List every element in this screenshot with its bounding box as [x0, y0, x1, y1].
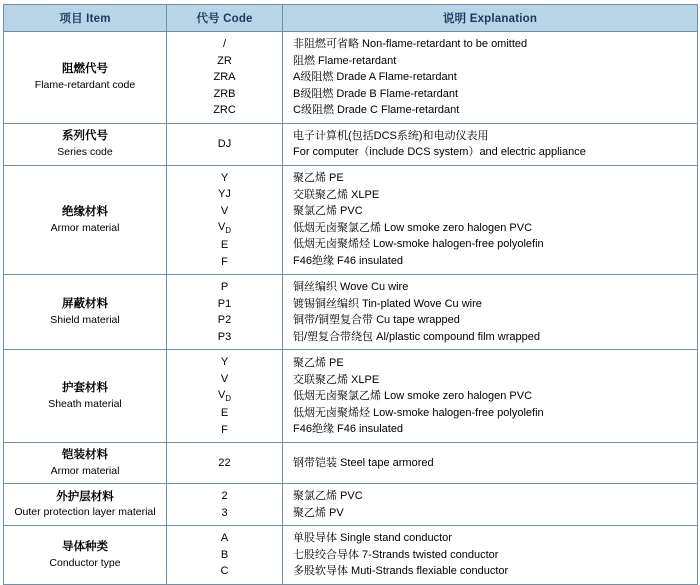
item-label-cn: 系列代号	[62, 130, 108, 143]
cell-code	[167, 32, 283, 124]
code-value: 2	[221, 490, 228, 503]
explanation-line: 钢带铠装 Steel tape armored	[293, 457, 434, 470]
code-value: 22	[218, 457, 231, 470]
cell-item	[4, 484, 167, 526]
code-value: V	[220, 372, 229, 385]
explanation-line: 聚乙烯 PE	[293, 357, 344, 370]
code-value: $V_D$	[217, 389, 232, 404]
table-row	[4, 350, 698, 443]
table-row	[4, 484, 698, 526]
item-label-cn: 外护层材料	[56, 490, 114, 503]
code-value: E	[220, 407, 229, 420]
cell-code	[167, 123, 283, 165]
item-label-cn: 导体种类	[62, 541, 108, 554]
explanation-line: 非阻燃可省略 Non-flame-retardant to be omitted	[293, 38, 528, 50]
code-value: YJ	[218, 188, 231, 200]
table-body	[4, 32, 698, 585]
column-header-explanation: 说明 Explanation	[283, 5, 698, 32]
item-label-cn: 铠装材料	[62, 449, 108, 462]
code-value: P3	[217, 330, 232, 343]
table-row	[4, 123, 698, 165]
explanation-line: 聚乙烯 PE	[293, 172, 344, 185]
cell-code	[167, 526, 283, 585]
header-row	[4, 5, 698, 32]
cell-item	[4, 443, 167, 484]
code-value: ZRB	[213, 87, 236, 100]
item-label-en: Shield material	[50, 313, 120, 326]
cell-explanation	[283, 165, 698, 275]
item-label-en: Conductor type	[49, 556, 121, 569]
cell-explanation	[283, 350, 698, 443]
code-subscript: D	[225, 226, 232, 236]
explanation-line: A级阻燃 Drade A Flame-retardant	[293, 71, 457, 83]
explanation-line: 聚氯乙烯 PVC	[293, 205, 363, 218]
item-label-en: Series code	[57, 145, 113, 158]
explanation-line: 铝/塑复合带绕包 Al/plastic compound film wrapped	[293, 330, 540, 343]
code-value: DJ	[217, 137, 232, 150]
cell-code	[167, 443, 283, 484]
explanation-line: F46绝缘 F46 insulated	[293, 423, 404, 436]
cell-item	[4, 32, 167, 124]
code-value: Y	[220, 171, 229, 184]
code-value: ZRA	[213, 71, 236, 83]
code-value: 3	[221, 506, 228, 519]
code-subscript: D	[225, 394, 232, 404]
table-row	[4, 165, 698, 275]
cable-code-spec-table	[3, 4, 698, 585]
code-value: A	[220, 532, 229, 545]
code-value: ZR	[217, 54, 232, 67]
explanation-line: 交联聚乙烯 XLPE	[293, 373, 380, 386]
cell-explanation	[283, 123, 698, 165]
explanation-line: F46绝缘 F46 insulated	[293, 254, 404, 267]
code-value: E	[220, 239, 229, 252]
code-value: B	[220, 548, 229, 561]
code-value: P1	[217, 297, 232, 310]
table-row	[4, 443, 698, 484]
cell-item	[4, 350, 167, 443]
item-label-cn: 绝缘材料	[62, 205, 108, 218]
table-row	[4, 32, 698, 124]
item-label-cn: 护套材料	[62, 382, 108, 395]
explanation-line: 聚氯乙烯 PVC	[293, 490, 363, 503]
item-label-cn: 屏蔽材料	[62, 298, 108, 311]
cell-item	[4, 526, 167, 585]
cell-item	[4, 275, 167, 350]
cell-explanation	[283, 443, 698, 484]
cell-explanation	[283, 484, 698, 526]
column-header-item: 项目 Item	[4, 5, 167, 32]
explanation-line: 电子计算机(包括DCS系统)和电动仪表用	[293, 129, 489, 142]
explanation-line: 聚乙烯 PV	[293, 506, 344, 519]
explanation-line: 低烟无卤聚烯烃 Low-smoke halogen-free polyolefin	[293, 238, 544, 251]
cell-item	[4, 123, 167, 165]
code-value: Y	[220, 356, 229, 369]
cell-item	[4, 165, 167, 275]
code-value: C	[220, 565, 229, 578]
explanation-line: 镀锡铜丝编织 Tin-plated Wove Cu wire	[293, 297, 482, 310]
code-value: V	[220, 204, 229, 217]
cell-explanation	[283, 275, 698, 350]
cell-code	[167, 275, 283, 350]
table-row	[4, 275, 698, 350]
code-value: P2	[217, 314, 232, 327]
cell-code	[167, 350, 283, 443]
item-label-en: Outer protection layer material	[14, 506, 156, 519]
code-value: P	[220, 281, 229, 294]
explanation-line: 铜带/铜塑复合带 Cu tape wrapped	[293, 314, 460, 327]
cell-code	[167, 484, 283, 526]
item-label-en: Armor material	[50, 221, 120, 234]
item-label-en: Flame-retardant code	[34, 78, 136, 91]
cell-explanation	[283, 526, 698, 585]
explanation-line: 七股绞合导体 7-Strands twisted conductor	[293, 548, 499, 561]
explanation-line: 多股软导体 Muti-Strands flexiable conductor	[293, 565, 509, 578]
code-value: F	[221, 423, 228, 436]
explanation-line: B级阻燃 Drade B Flame-retardant	[293, 87, 459, 100]
explanation-line: 低烟无卤聚氯乙烯 Low smoke zero halogen PVC	[293, 221, 533, 234]
item-label-en: Sheath material	[48, 398, 122, 410]
explanation-line: 交联聚乙烯 XLPE	[293, 188, 380, 201]
column-header-code: 代号 Code	[167, 5, 283, 32]
code-value: /	[222, 38, 227, 50]
explanation-line: C级阻燃 Drade C Flame-retardant	[293, 104, 460, 116]
table-row	[4, 526, 698, 585]
item-label-cn: 阻燃代号	[62, 63, 108, 76]
cell-explanation	[283, 32, 698, 124]
table-header	[4, 5, 698, 32]
explanation-line: 低烟无卤聚烯烃 Low-smoke halogen-free polyolefin	[293, 406, 544, 419]
code-value: ZRC	[213, 104, 236, 116]
item-label-en: Armor material	[50, 465, 120, 478]
code-value: $V_D$	[217, 221, 232, 236]
code-value: F	[221, 255, 228, 268]
explanation-line: 单股导体 Single stand conductor	[293, 532, 452, 545]
explanation-line: 铜丝编织 Wove Cu wire	[293, 281, 409, 294]
cell-code	[167, 165, 283, 275]
explanation-line: For computer（include DCS system）and electric appliance	[293, 146, 586, 158]
explanation-line: 阻燃 Flame-retardant	[293, 54, 397, 67]
explanation-line: 低烟无卤聚氯乙烯 Low smoke zero halogen PVC	[293, 390, 533, 403]
